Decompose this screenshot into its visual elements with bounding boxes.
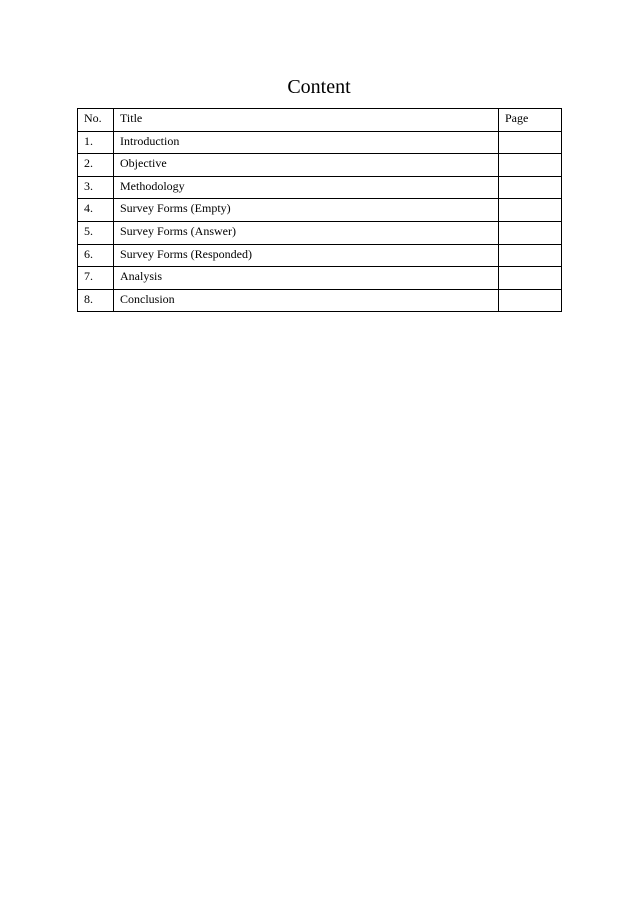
row-title: Objective — [114, 154, 499, 177]
row-number: 5. — [78, 221, 114, 244]
row-title: Survey Forms (Answer) — [114, 221, 499, 244]
row-page — [499, 199, 562, 222]
row-title: Introduction — [114, 131, 499, 154]
row-title: Methodology — [114, 176, 499, 199]
table-of-contents — [77, 108, 562, 312]
row-title: Survey Forms (Responded) — [114, 244, 499, 267]
row-page — [499, 176, 562, 199]
row-page — [499, 154, 562, 177]
row-number: 8. — [78, 289, 114, 312]
table-row — [78, 244, 562, 267]
row-title: Conclusion — [114, 289, 499, 312]
column-header-title: Title — [114, 109, 499, 132]
column-header-page: Page — [499, 109, 562, 132]
table-row — [78, 221, 562, 244]
table-row — [78, 289, 562, 312]
row-page — [499, 244, 562, 267]
table-row — [78, 131, 562, 154]
row-title: Analysis — [114, 267, 499, 290]
row-number: 6. — [78, 244, 114, 267]
row-number: 7. — [78, 267, 114, 290]
table-row — [78, 176, 562, 199]
row-number: 4. — [78, 199, 114, 222]
row-page — [499, 289, 562, 312]
table-header-row — [78, 109, 562, 132]
row-number: 1. — [78, 131, 114, 154]
row-page — [499, 131, 562, 154]
row-page — [499, 221, 562, 244]
row-number: 3. — [78, 176, 114, 199]
table-row — [78, 267, 562, 290]
row-title: Survey Forms (Empty) — [114, 199, 499, 222]
table-row — [78, 199, 562, 222]
table-row — [78, 154, 562, 177]
page-title: Content — [287, 76, 351, 98]
row-page — [499, 267, 562, 290]
column-header-no: No. — [78, 109, 114, 132]
row-number: 2. — [78, 154, 114, 177]
